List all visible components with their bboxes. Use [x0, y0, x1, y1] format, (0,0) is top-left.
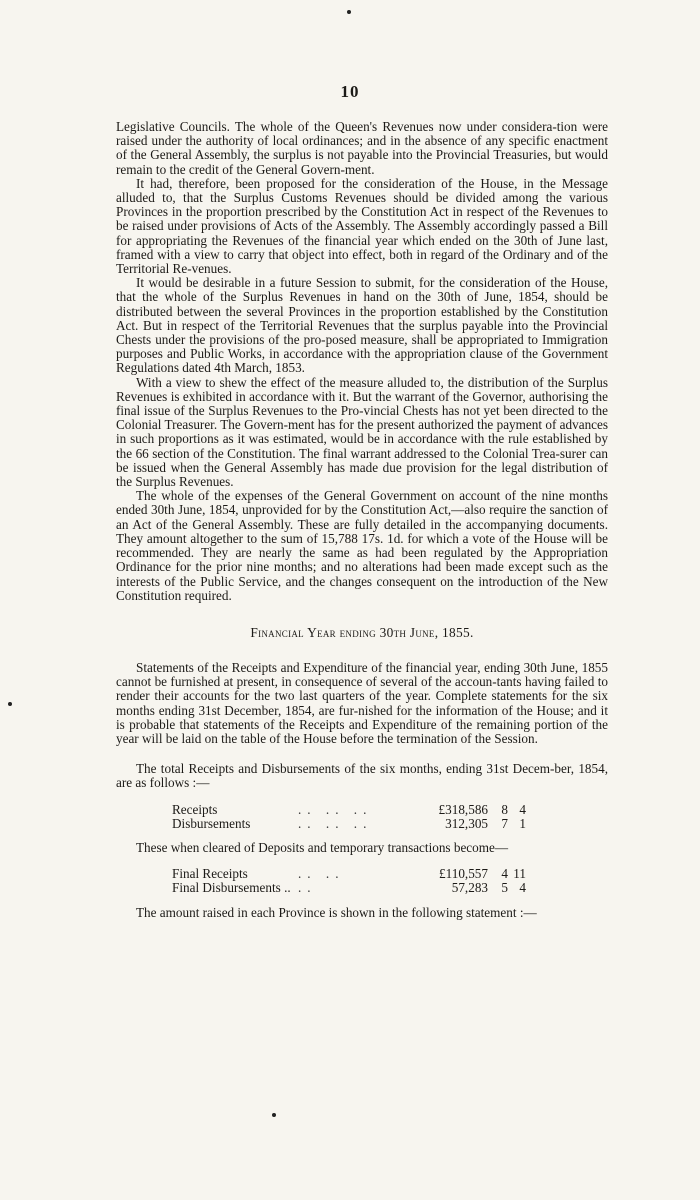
table-row	[172, 867, 608, 881]
ink-speck	[347, 10, 351, 14]
leader-dots: .. .. ..	[298, 801, 373, 817]
row-amount: 57,283	[451, 880, 488, 896]
document-body	[116, 120, 608, 920]
row-label: Final Receipts	[172, 866, 248, 882]
ink-speck	[272, 1113, 276, 1117]
row-pence: 1	[519, 815, 526, 831]
leader-dots: .. ..	[298, 866, 345, 882]
row-amount: £110,557	[439, 866, 488, 882]
cleared-intro: These when cleared of Deposits and temporary transactions become—	[136, 839, 509, 855]
row-shillings: 8	[501, 801, 508, 817]
row-label: Final Disbursements ..	[172, 880, 291, 896]
leader-dots: .. .. ..	[298, 815, 373, 831]
final-table	[172, 867, 608, 895]
table-row	[172, 803, 608, 817]
ink-speck	[8, 702, 12, 706]
row-shillings: 4	[501, 866, 508, 882]
table-row	[172, 881, 608, 895]
table-row	[172, 817, 608, 831]
paragraph-7: The total Receipts and Disbursements of the six months, ending 31st Decem-ber, 1854, are as follows :—	[116, 761, 608, 791]
paragraph-1: Legislative Councils. The whole of the Queen's Revenues now under considera-tion were raised under the authority of local ordinances; and in the absence of any specific enactment of the General Assembly, the surplus is not payable into the Provincial Treasuries, but would remain to the credit of the General Govern-ment.	[116, 119, 608, 177]
totals-table	[172, 803, 608, 831]
paragraph-2: It had, therefore, been proposed for the consideration of the House, in the Message alluded to, that the Surplus Customs Revenues should be divided among the various Provinces in the proportion prescribed by the Constitution Act in respect of the Revenues to be raised under provisions of Acts of the Assembly. The Assembly accordingly passed a Bill for appropriating the Revenues of the financial year which ended on the 30th of June last, framed with a view to carry that object into effect, both in regard of the Ordinary and of the Territorial Re-venues.	[116, 175, 608, 277]
paragraph-4: With a view to shew the effect of the measure alluded to, the distribution of the Surplus Revenues is exhibited in accordance with it. But the warrant of the Governor, authorising the final issue of the Surplus Revenues to the Pro-vincial Chests has not yet been directed to the Colonial Treasurer. The Govern-ment has for the present authorized the payment of advances in such proportions as it was estimated, would be in accordance with the rule established by the 66 section of the Constitution. The final warrant addressed to the Colonial Trea-surer can be issued when the General Assembly has made due provision for the legal distribution of the Surplus Revenues.	[116, 374, 608, 490]
row-pence: 11	[513, 866, 526, 882]
paragraph-3: It would be desirable in a future Session to submit, for the consideration of the House, that the whole of the Surplus Revenues in hand on the 30th of June, 1854, should be distributed between the several Provinces in the proportion established by the Constitution Act. But in respect of the Territorial Revenues that the surplus payable into the Provincial Chests under the provisions of the pro-posed measure, shall be appropriated to Immigration purposes and Public Works, in accordance with the appropriation clause of the Government Regulations dated 4th March, 1853.	[116, 275, 608, 376]
paragraph-6: Statements of the Receipts and Expenditure of the financial year, ending 30th June, 1855 cannot be furnished at present, in consequence of several of the accoun-tants having failed to render their accounts for the two last quarters of the year. Complete statements for the six months ending 31st December, 1854, are fur-nished for the information of the House; and it is probable that statements of the Receipts and Expenditure of the remaining portion of the year will be laid on the table of the House before the termination of the Session.	[116, 659, 608, 746]
row-shillings: 5	[501, 880, 508, 896]
row-amount: £318,586	[438, 801, 488, 817]
leader-dots: ..	[298, 880, 317, 896]
page-number: 10	[340, 82, 360, 101]
closing-line: The amount raised in each Province is shown in the following statement :—	[136, 904, 537, 920]
paragraph-5: The whole of the expenses of the General Government on account of the nine months ended 30th June, 1854, unprovided for by the Constitution Act,—also require the sanction of an Act of the General Assembly. These are fully detailed in the accompanying documents. They amount altogether to the sum of 15,788 17s. 1d. for which a vote of the House will be recommended. They are nearly the same as had been regulated by the Appropriation Ordinance for the prior nine months; and no alterations had been made except such as the interests of the Public Service, and the changes consequent on the introduction of the New Constitution required.	[116, 488, 608, 603]
row-amount: 312,305	[445, 815, 488, 831]
row-pence: 4	[519, 801, 526, 817]
row-shillings: 7	[501, 815, 508, 831]
section-heading: Financial Year ending 30th June, 1855.	[250, 624, 474, 640]
row-label: Disbursements	[172, 815, 251, 831]
row-pence: 4	[519, 880, 526, 896]
row-label: Receipts	[172, 801, 218, 817]
